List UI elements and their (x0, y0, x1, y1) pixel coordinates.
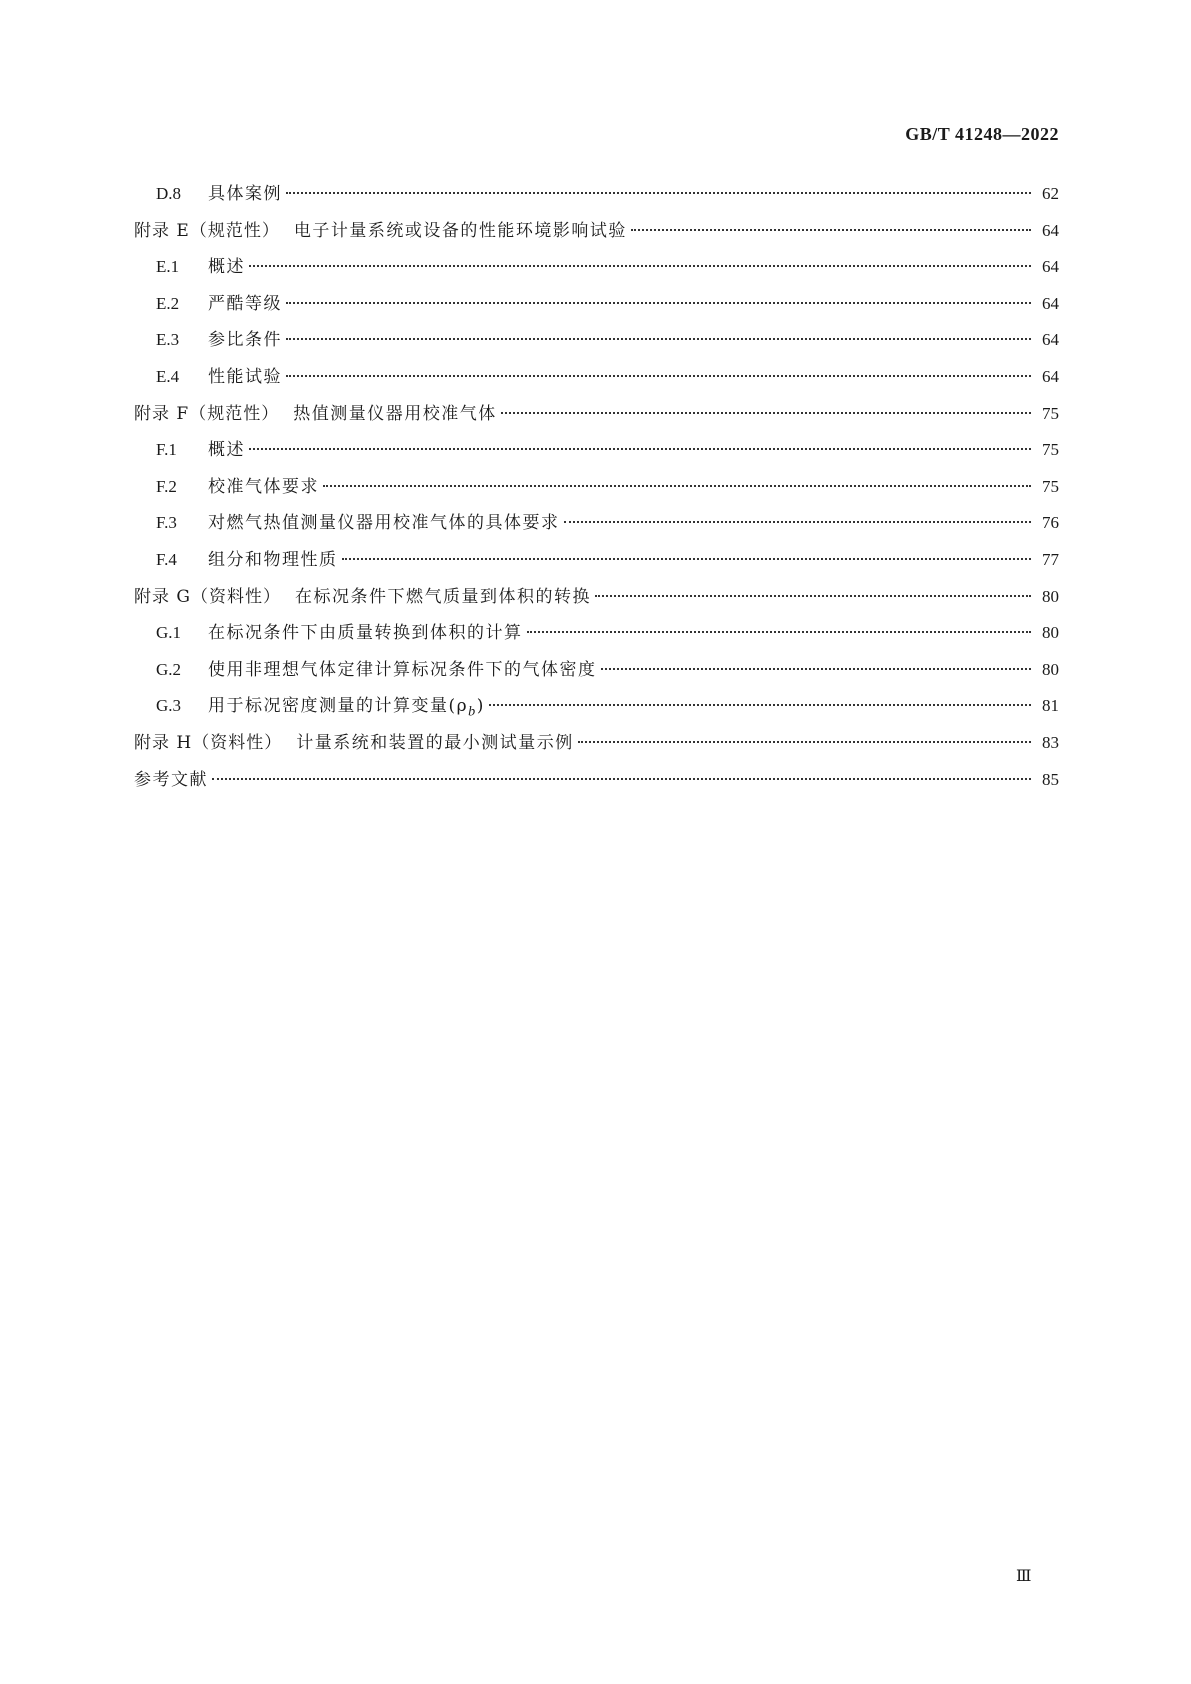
dot-leader (249, 448, 1031, 450)
toc-entry-page: 64 (1042, 366, 1059, 386)
toc-entry-title: 使用非理想气体定律计算标况条件下的气体密度 (208, 659, 597, 680)
toc-entry-page: 75 (1042, 476, 1059, 496)
toc-entry-title: 严酷等级 (208, 293, 282, 314)
dot-leader (595, 595, 1031, 597)
toc-entry-page: 62 (1042, 184, 1059, 203)
toc-entry-page: 80 (1042, 623, 1059, 643)
toc-entry-appendix-h[interactable] (134, 725, 1059, 762)
page-number: Ⅲ (1016, 1568, 1032, 1585)
toc-entry-number: E.4 (156, 366, 180, 386)
rho-subscript: b (468, 703, 477, 720)
toc-entry-page: 80 (1042, 586, 1059, 606)
toc-entry-e2[interactable] (134, 286, 1059, 323)
toc-entry-d8[interactable] (134, 176, 1059, 213)
toc-entry-title: 性能试验 (208, 366, 282, 387)
toc-entry-title: 对燃气热值测量仪器用校准气体的具体要求 (208, 513, 560, 534)
toc-entry-title-text: 用于标况密度测量的计算变量(ρ (208, 696, 469, 717)
toc-entry-f4[interactable] (134, 542, 1059, 579)
toc-entry-e4[interactable] (134, 359, 1059, 396)
toc-entry-title: 概述 (208, 257, 245, 278)
toc-entry-number: F.2 (156, 476, 177, 496)
toc-entry-page: 80 (1042, 659, 1059, 679)
toc-entry-title: 电子计量系统或设备的性能环境影响试验 (293, 220, 627, 241)
toc-appendix-label: 附录 F（规范性） (134, 403, 280, 424)
toc-entry-title: 组分和物理性质 (208, 549, 338, 570)
toc-entry-appendix-e[interactable] (134, 213, 1059, 250)
toc-entry-title: 具体案例 (208, 184, 282, 204)
toc-entry-number: F.3 (156, 513, 177, 533)
toc-entry-title: 参考文献 (134, 769, 208, 790)
toc-entry-page: 81 (1042, 696, 1059, 716)
toc-entry-number: F.4 (156, 549, 177, 569)
dot-leader (527, 631, 1032, 633)
toc-entry-title: 在标况条件下由质量转换到体积的计算 (208, 623, 523, 644)
toc-entry-title: 计量系统和装置的最小测试量示例 (296, 732, 574, 753)
toc-appendix-label: 附录 G（资料性） (134, 586, 281, 607)
toc-entry-page: 76 (1042, 513, 1059, 533)
toc-entry-title: 概述 (208, 440, 245, 461)
toc-entry-page: 75 (1042, 403, 1059, 423)
toc-entry-page: 64 (1042, 257, 1059, 277)
toc-entry-e3[interactable] (134, 322, 1059, 359)
toc-appendix-label: 附录 E（规范性） (134, 220, 280, 241)
toc-entry-g3[interactable] (134, 688, 1059, 725)
toc-entry-title: 在标况条件下燃气质量到体积的转换 (294, 586, 591, 607)
dot-leader (578, 741, 1031, 743)
toc-entry-page: 64 (1042, 293, 1059, 313)
toc-entry-e1[interactable] (134, 249, 1059, 286)
toc-entry-f2[interactable] (134, 469, 1059, 506)
toc-entry-appendix-f[interactable] (134, 396, 1059, 433)
toc-entry-number: G.1 (156, 623, 182, 643)
toc-entry-appendix-g[interactable] (134, 579, 1059, 616)
toc-entry-page: 64 (1042, 220, 1059, 240)
toc-entry-number: G.3 (156, 696, 182, 716)
toc-entry-number: E.3 (156, 330, 180, 350)
toc-entry-number: D.8 (156, 184, 182, 203)
toc-entry-page: 64 (1042, 330, 1059, 350)
toc-entry-number: E.2 (156, 293, 180, 313)
toc-entry-number: E.1 (156, 257, 180, 277)
toc-entry-g2[interactable] (134, 652, 1059, 689)
toc-entry-f3[interactable] (134, 505, 1059, 542)
toc-entry-g1[interactable] (134, 615, 1059, 652)
toc-entry-title: 热值测量仪器用校准气体 (293, 403, 497, 424)
standard-number: GB/T 41248—2022 (905, 124, 1059, 144)
dot-leader (286, 338, 1031, 340)
dot-leader (342, 558, 1032, 560)
toc-entry-number: F.1 (156, 440, 177, 460)
dot-leader (601, 668, 1032, 670)
dot-leader (249, 265, 1031, 267)
toc-entry-title: 参比条件 (208, 330, 282, 351)
toc-entry-references[interactable] (134, 762, 1059, 799)
dot-leader (489, 704, 1031, 706)
dot-leader (286, 192, 1031, 194)
toc-entry-page: 85 (1042, 769, 1059, 789)
toc-entry-number: G.2 (156, 659, 182, 679)
toc-entry-title-end: ) (476, 696, 485, 717)
dot-leader (501, 412, 1031, 414)
toc-entry-f1[interactable] (134, 432, 1059, 469)
dot-leader (631, 229, 1031, 231)
toc-entry-page: 75 (1042, 440, 1059, 460)
toc-appendix-label: 附录 H（资料性） (134, 732, 283, 753)
toc-entry-page: 77 (1042, 549, 1059, 569)
table-of-contents (134, 176, 1059, 798)
dot-leader (212, 778, 1031, 780)
toc-entry-title: 校准气体要求 (208, 476, 319, 497)
toc-entry-page: 83 (1042, 732, 1059, 752)
dot-leader (286, 375, 1031, 377)
dot-leader (286, 302, 1031, 304)
dot-leader (564, 521, 1032, 523)
dot-leader (323, 485, 1031, 487)
